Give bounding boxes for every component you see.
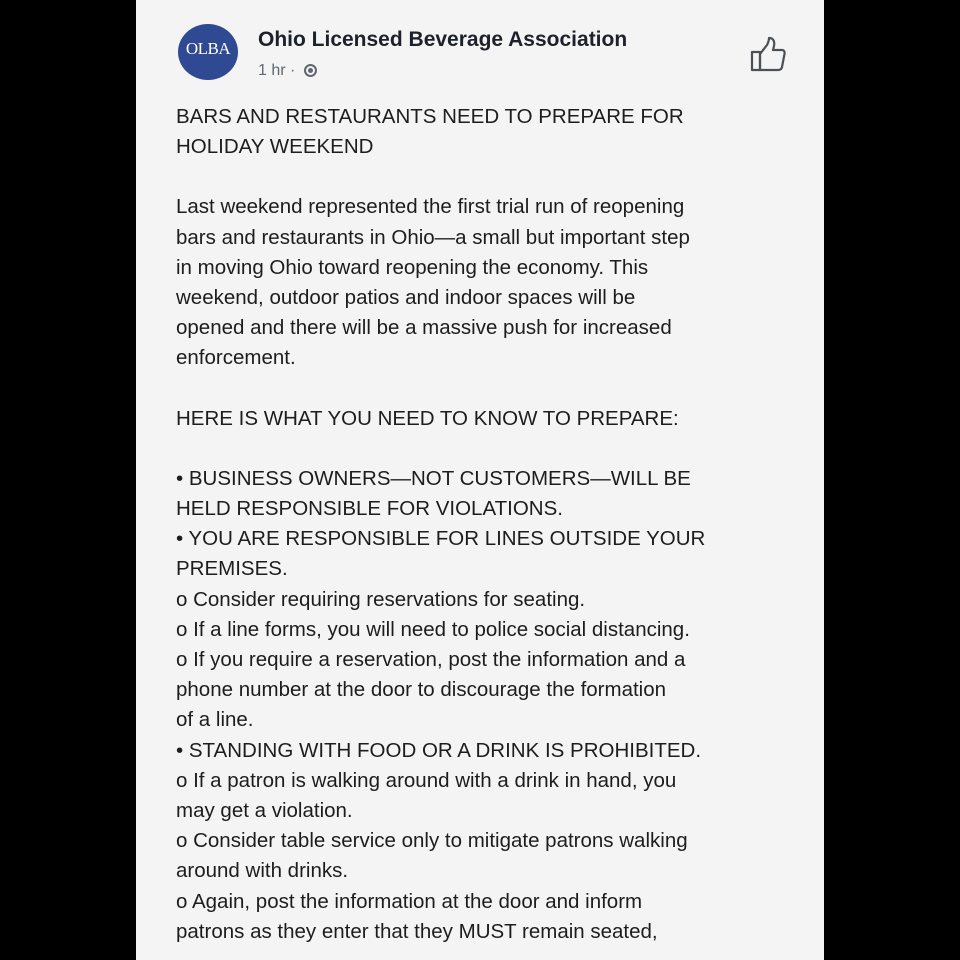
post-text-line: o If a line forms, you will need to police social distancing. xyxy=(176,617,690,641)
paragraph-gap xyxy=(176,434,806,464)
post-text-line: • STANDING WITH FOOD OR A DRINK IS PROHIBITED. xyxy=(176,738,702,762)
post-text-line: of a line. xyxy=(176,708,254,732)
post-text-line: enforcement. xyxy=(176,346,296,370)
post-meta xyxy=(258,62,317,80)
post-text-line: HERE IS WHAT YOU NEED TO KNOW TO PREPARE: xyxy=(176,406,679,430)
globe-icon xyxy=(304,64,317,77)
post-text-line: HOLIDAY WEEKEND xyxy=(176,135,374,159)
post-text-line: o Consider table service only to mitigate patrons walking xyxy=(176,829,688,853)
post-text-line: o If you require a reservation, post the information and a xyxy=(176,648,686,672)
meta-separator: · xyxy=(290,62,296,79)
post-text-line: HELD RESPONSIBLE FOR VIOLATIONS. xyxy=(176,497,563,521)
post-text-line: patrons as they enter that they MUST remain seated, xyxy=(176,919,658,943)
paragraph-gap xyxy=(176,162,806,192)
post-text-line: o Consider requiring reservations for seating. xyxy=(176,587,586,611)
post-body xyxy=(176,102,806,947)
olba-logo-text: OLBA xyxy=(185,39,231,58)
post-text-line: phone number at the door to discourage the formation xyxy=(176,678,667,702)
facebook-post xyxy=(136,0,824,960)
paragraph-gap xyxy=(176,374,806,404)
post-text-line: BARS AND RESTAURANTS NEED TO PREPARE FOR xyxy=(176,105,684,128)
post-text-line: • YOU ARE RESPONSIBLE FOR LINES OUTSIDE YOUR xyxy=(176,527,706,551)
page-avatar[interactable] xyxy=(178,24,238,80)
post-text-line: PREMISES. xyxy=(176,557,288,581)
post-text-line: • BUSINESS OWNERS—NOT CUSTOMERS—WILL BE xyxy=(176,466,691,490)
post-text-line: bars and restaurants in Ohio—a small but important step xyxy=(176,225,690,249)
post-timestamp[interactable]: 1 hr xyxy=(258,62,286,79)
post-text-line: may get a violation. xyxy=(176,799,353,823)
page-name-link[interactable]: Ohio Licensed Beverage Association xyxy=(258,28,628,51)
thumbs-up-icon[interactable] xyxy=(748,34,788,74)
post-text-line: around with drinks. xyxy=(176,859,349,883)
post-text-line: weekend, outdoor patios and indoor spaces will be xyxy=(176,286,636,310)
post-text-line: opened and there will be a massive push for increased xyxy=(176,316,672,340)
post-text-line: o If a patron is walking around with a drink in hand, you xyxy=(176,768,677,792)
post-header xyxy=(136,0,824,96)
post-text-line: in moving Ohio toward reopening the economy. This xyxy=(176,255,649,279)
post-text-line: o Again, post the information at the door and inform xyxy=(176,889,643,913)
post-text-line: Last weekend represented the first trial run of reopening xyxy=(176,195,685,219)
